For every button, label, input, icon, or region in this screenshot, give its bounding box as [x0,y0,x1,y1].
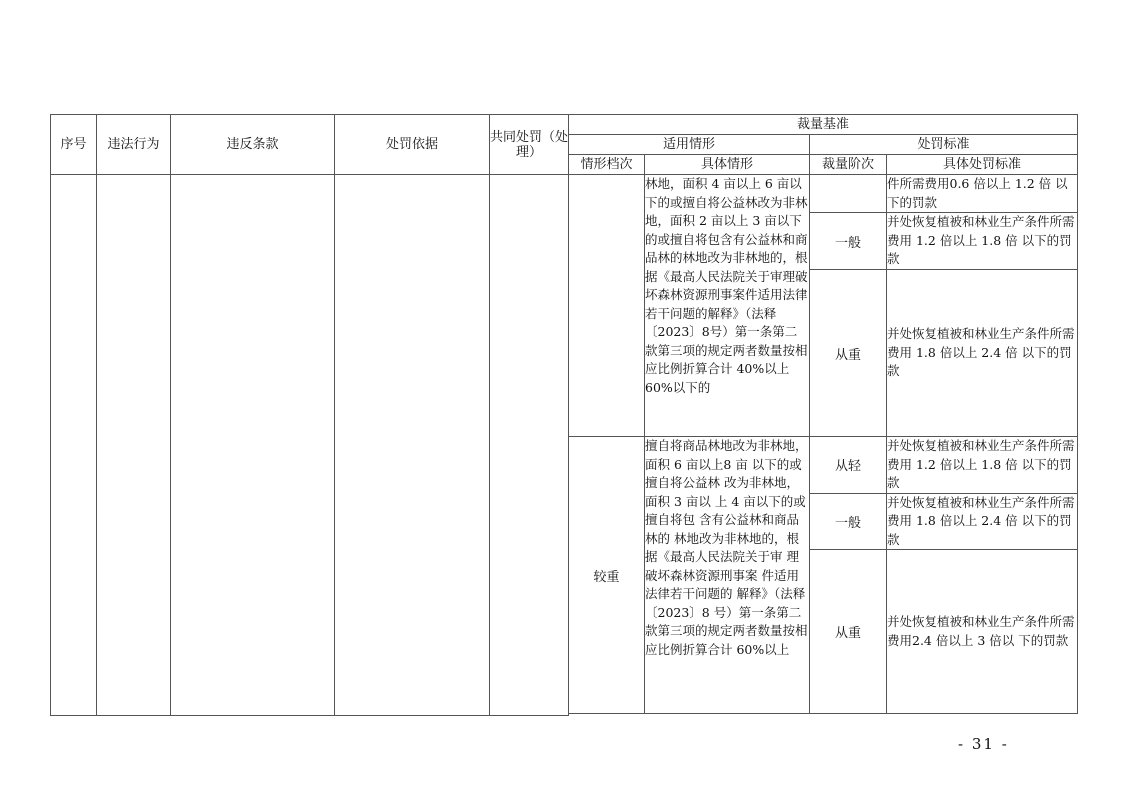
standard-b1: 并处恢复植被和林业生产条件所需费用 1.2 倍以上 1.8 倍 以下的罚款 [887,437,1078,494]
header-joint: 共同处罚（处理） [490,115,569,175]
level-b2: 一般 [810,493,887,550]
header-act: 违法行为 [97,115,171,175]
level-a2: 从重 [810,270,887,437]
level-a1: 一般 [810,213,887,270]
standard-b3: 并处恢复植被和林业生产条件所需费用2.4 倍以上 3 倍以 下的罚款 [887,550,1078,714]
header-discretion: 裁量基准 [569,115,1078,135]
standard-a1: 并处恢复植被和林业生产条件所需费用 1.2 倍以上 1.8 倍 以下的罚款 [887,213,1078,270]
level-a0 [810,175,887,213]
header-situation-level: 情形档次 [569,155,645,175]
grade-b: 较重 [569,437,645,714]
penalty-discretion-table [50,114,1078,716]
page-number: - 31 - [958,735,1009,753]
level-b1: 从轻 [810,437,887,494]
header-seq: 序号 [51,115,97,175]
standard-a0: 件所需费用0.6 倍以上 1.2 倍 以下的罚款 [887,175,1078,213]
cell-basis [335,175,490,716]
cell-seq [51,175,97,716]
header-specific-standard: 具体处罚标准 [887,155,1078,175]
situation-b-text: 擅自将商品林地改为非林地，面积 6 亩以上8 亩 以下的或擅自将公益林 改为非林地，面积 3 亩以 上 4 亩以下的或擅自将包 含有公益林和商品林的 林地改为非林地的，根据《最高人民法院关于审 理破坏森林资源刑事案 件适用法律若干问题的 解释》（法释〔2023〕8 号）第一条第二款第三项的规定两者数量按相应比例折算合计 60%以上 [645,437,810,714]
cell-clause [171,175,335,716]
header-specific-situation: 具体情形 [645,155,810,175]
standard-b2: 并处恢复植被和林业生产条件所需费用 1.8 倍以上 2.4 倍 以下的罚款 [887,493,1078,550]
header-penalty-standard: 处罚标准 [810,135,1078,155]
header-clause: 违反条款 [171,115,335,175]
cell-act [97,175,171,716]
cell-grade-a [569,175,645,437]
header-applicable: 适用情形 [569,135,810,155]
header-basis: 处罚依据 [335,115,490,175]
level-b3: 从重 [810,550,887,714]
situation-a-text: 林地，面积 4 亩以上 6 亩以下的或擅自将公益林改为非林地，面积 2 亩以上 3 亩以下的或擅自将包含有公益林和商品林的林地改为非林地的，根据《最高人民法院关于审理破坏森林资源刑事案件适用法律若干问题的解释》（法释〔2023〕8号）第一条第二款第三项的规定两者数量按相应比例折算合计 40%以上60%以下的 [645,175,810,437]
cell-joint [490,175,569,716]
header-discretion-level: 裁量阶次 [810,155,887,175]
standard-a2: 并处恢复植被和林业生产条件所需费用 1.8 倍以上 2.4 倍 以下的罚款 [887,270,1078,437]
